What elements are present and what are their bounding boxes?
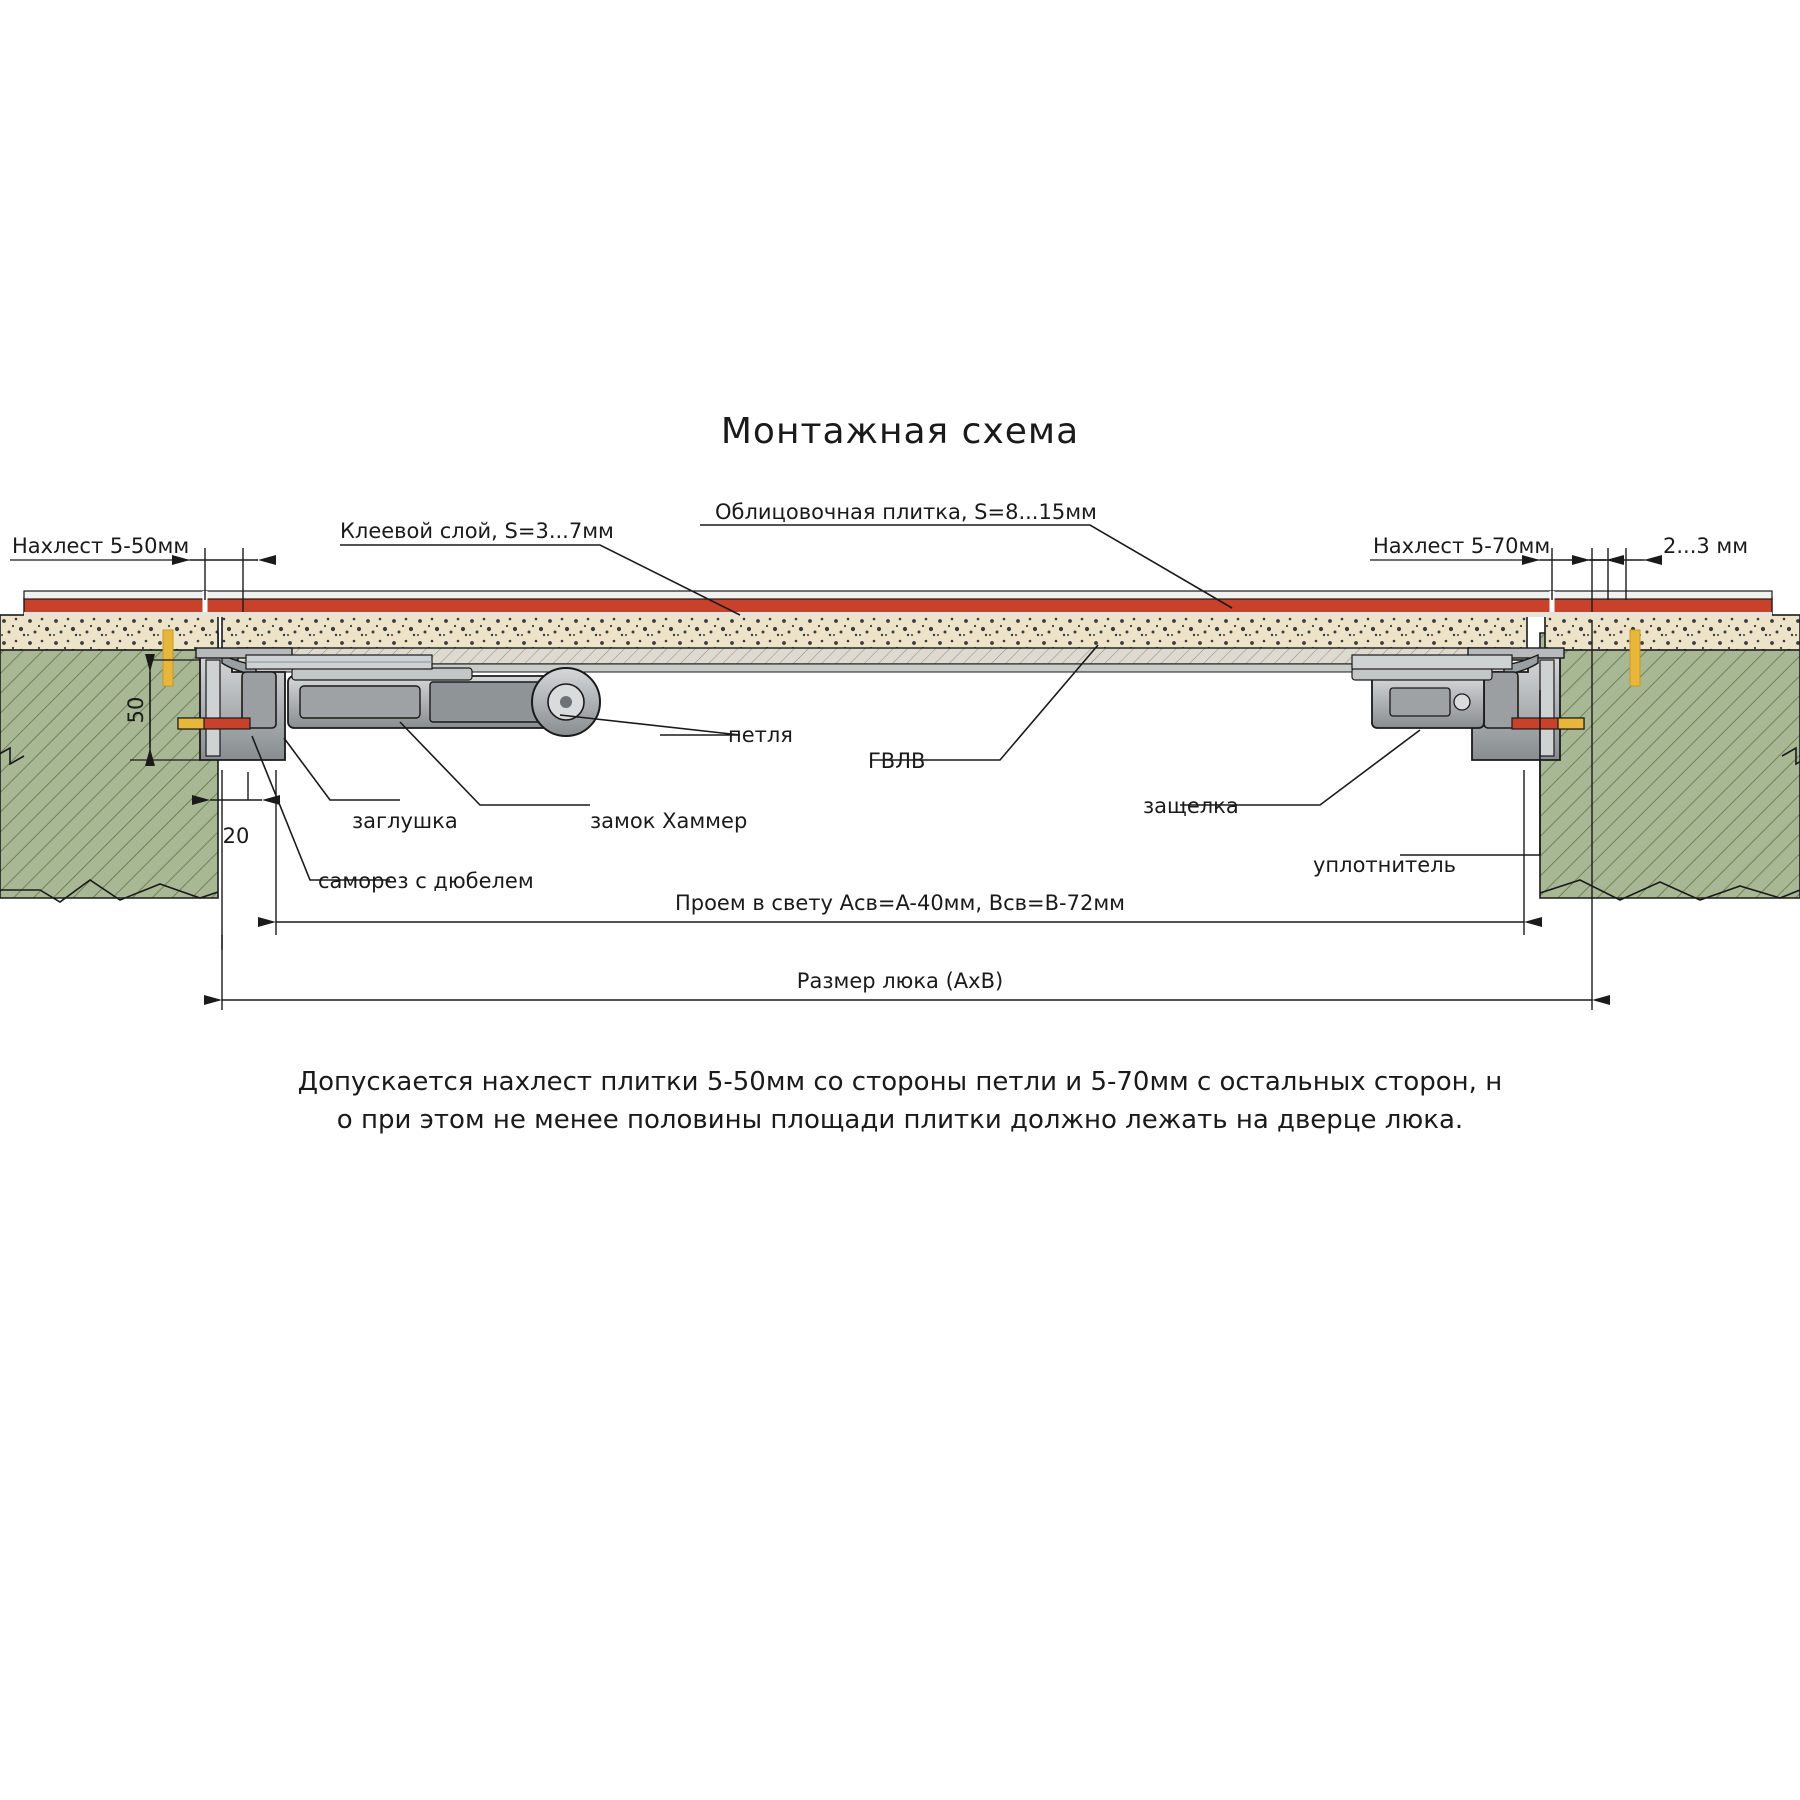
screw-with-dowel-left xyxy=(178,718,250,729)
screed-left xyxy=(0,615,218,650)
label-latch: защелка xyxy=(1143,794,1239,818)
label-glue-layer: Клеевой слой, S=3...7мм xyxy=(340,519,614,543)
dim-label-50: 50 xyxy=(124,696,148,724)
glue-layer xyxy=(24,612,1772,617)
label-seal: уплотнитель xyxy=(1313,853,1456,877)
note-line-2: о при этом не менее половины площади плитки должно лежать на дверце люка. xyxy=(336,1105,1464,1135)
hinge-assembly xyxy=(288,668,600,736)
hinge-rail-left xyxy=(246,655,432,669)
label-overlap-left: Нахлест 5-50мм xyxy=(12,534,190,558)
screw-with-dowel-right xyxy=(1512,718,1584,729)
label-facing-tile: Облицовочная плитка, S=8...15мм xyxy=(715,500,1097,524)
wall-right xyxy=(1540,633,1800,900)
label-lock-hammer: замок Хаммер xyxy=(590,809,748,833)
screw-top-left xyxy=(163,630,173,686)
note-line-1: Допускается нахлест плитки 5-50мм со стороны петли и 5-70мм с остальных сторон, н xyxy=(297,1067,1503,1097)
label-hatch-size: Размер люка (AxB) xyxy=(796,969,1004,993)
label-screw-with-dowel: саморез с дюбелем xyxy=(318,869,534,893)
label-clear-opening: Проем в свету Aсв=A-40мм, Bсв=B-72мм xyxy=(674,891,1126,915)
facing-tile-layer xyxy=(24,591,1772,614)
label-overlap-right: Нахлест 5-70мм xyxy=(1373,534,1551,558)
leader-plug xyxy=(284,738,400,800)
dim-label-20: 20 xyxy=(222,824,250,848)
label-gap: 2...3 мм xyxy=(1663,534,1749,558)
label-hinge: петля xyxy=(728,723,793,747)
wall-left xyxy=(0,633,218,902)
page-title: Монтажная схема xyxy=(720,411,1080,452)
screw-top-right xyxy=(1630,630,1640,686)
label-gvlv: ГВЛВ xyxy=(868,749,926,773)
label-plug: заглушка xyxy=(352,809,458,833)
screed-right xyxy=(1545,615,1800,650)
